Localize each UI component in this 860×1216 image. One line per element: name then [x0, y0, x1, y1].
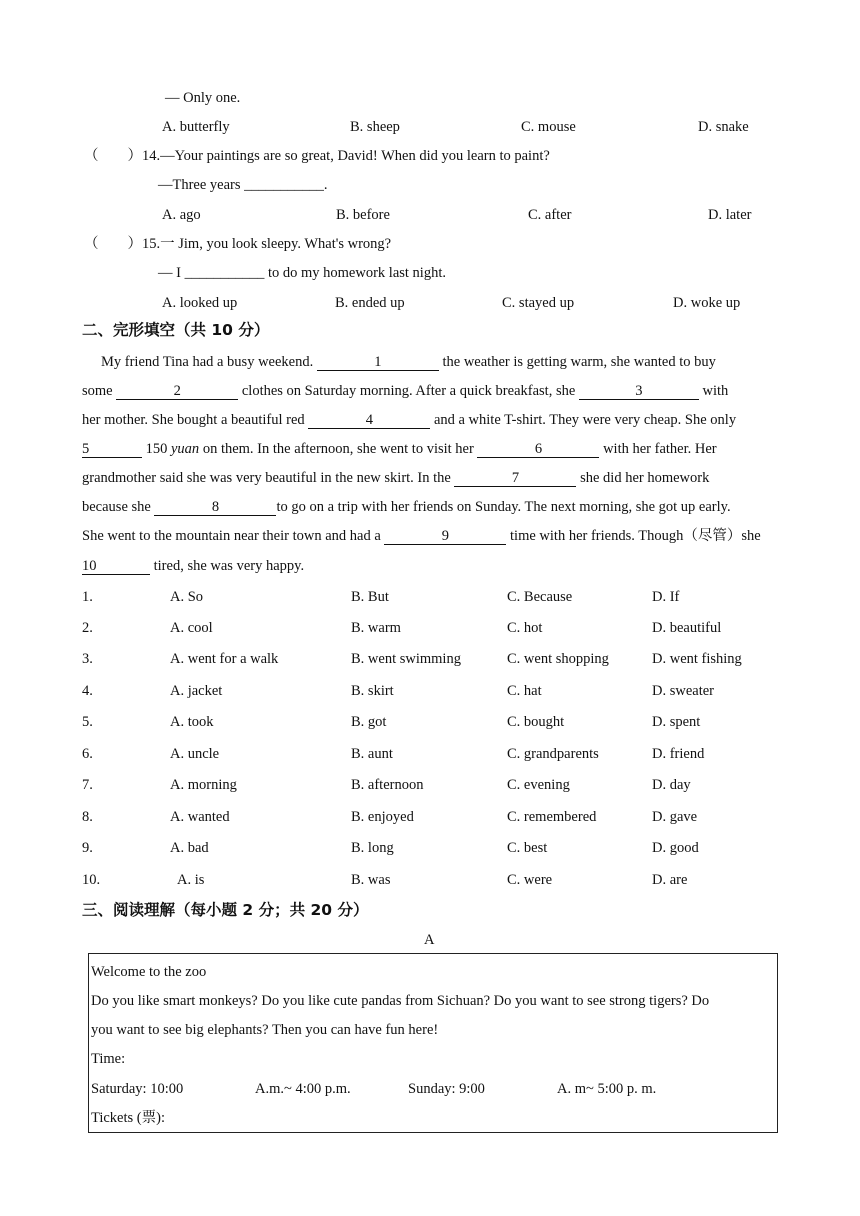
- cloze-text: her mother. She bought a beautiful red: [82, 412, 309, 428]
- section2-title: 二、完形填空（共 10 分）: [82, 321, 270, 339]
- cloze-row-number: 10.: [82, 872, 101, 888]
- q14-answer-blank[interactable]: ___________: [244, 177, 324, 193]
- cloze-line-3: [82, 411, 736, 429]
- q15-option-d: D. woke up: [673, 295, 741, 311]
- cloze-row-number: 8.: [82, 809, 93, 825]
- cloze-text: because she: [82, 499, 155, 515]
- cloze-option-d: D. beautiful: [652, 620, 722, 636]
- cloze-blank-6[interactable]: 6: [477, 442, 599, 458]
- cloze-option-a: A. So: [170, 589, 204, 605]
- notice-line: you want to see big elephants? Then you can have fun here!: [91, 1022, 439, 1038]
- cloze-option-d: D. good: [652, 840, 699, 856]
- cloze-option-c: C. evening: [507, 777, 570, 793]
- cloze-option-a: A. jacket: [170, 683, 223, 699]
- cloze-option-c: C. bought: [507, 714, 565, 730]
- q13-option-d: D. snake: [698, 119, 749, 135]
- cloze-text: My friend Tina had a busy weekend.: [101, 354, 317, 370]
- q14-prefix: （ ）14.: [84, 148, 161, 164]
- cloze-option-a: A. wanted: [170, 809, 230, 825]
- notice-saturday-end: A.m.~ 4:00 p.m.: [255, 1081, 351, 1097]
- cloze-option-c: C. hot: [507, 620, 543, 636]
- notice-title: Welcome to the zoo: [91, 964, 207, 980]
- cloze-option-a: A. morning: [170, 777, 237, 793]
- cloze-text: with: [698, 383, 729, 399]
- q14-question-line: [84, 147, 550, 165]
- q14-answer-text: —Three years: [158, 177, 245, 193]
- cloze-text: to go on a trip with her friends on Sunday. The next morning, she got up early.: [276, 499, 731, 515]
- q14-option-d: D. later: [708, 207, 752, 223]
- cloze-option-b: B. went swimming: [351, 651, 461, 667]
- cloze-line-7: [82, 527, 761, 545]
- cloze-option-a: A. uncle: [170, 746, 220, 762]
- cloze-option-a: A. took: [170, 714, 214, 730]
- cloze-option-a: A. is: [177, 872, 205, 888]
- notice-sunday-end: A. m~ 5:00 p. m.: [557, 1081, 657, 1097]
- cloze-line-8: [82, 557, 304, 575]
- cloze-text: and a white T-shirt. They were very cheap. She only: [430, 412, 737, 428]
- cloze-text: 150: [142, 441, 171, 457]
- q15-option-c: C. stayed up: [502, 295, 575, 311]
- cloze-row-number: 5.: [82, 714, 93, 730]
- cloze-blank-3[interactable]: 3: [579, 384, 699, 400]
- cloze-row-number: 4.: [82, 683, 93, 699]
- cloze-line-4: [82, 440, 717, 458]
- cloze-option-c: C. Because: [507, 589, 573, 605]
- cloze-option-d: D. are: [652, 872, 688, 888]
- cloze-option-b: B. skirt: [351, 683, 394, 699]
- notice-line: Do you like smart monkeys? Do you like cute pandas from Sichuan? Do you want to see strong tigers? Do: [91, 993, 710, 1009]
- cloze-row-number: 9.: [82, 840, 93, 856]
- cloze-text: She went to the mountain near their town and had a: [82, 528, 385, 544]
- cloze-text: with her father. Her: [599, 441, 717, 457]
- cloze-line-6: [82, 498, 731, 516]
- cloze-blank-7[interactable]: 7: [454, 471, 576, 487]
- cloze-line-5: [82, 469, 709, 487]
- cloze-option-c: C. remembered: [507, 809, 597, 825]
- cloze-text: the weather is getting warm, she wanted to buy: [438, 354, 716, 370]
- cloze-blank-9[interactable]: 9: [384, 529, 506, 545]
- cloze-text: time with her friends. Though（尽管）she: [506, 528, 761, 544]
- notice-tickets-label: Tickets (票):: [91, 1110, 165, 1126]
- q14-option-a: A. ago: [162, 207, 201, 223]
- cloze-option-d: D. friend: [652, 746, 705, 762]
- cloze-option-b: B. afternoon: [351, 777, 424, 793]
- q15-question-line: [84, 235, 391, 253]
- q15-prefix: （ ）15.: [84, 236, 161, 252]
- cloze-row-number: 7.: [82, 777, 93, 793]
- cloze-row-number: 1.: [82, 589, 93, 605]
- cloze-option-b: B. But: [351, 589, 389, 605]
- q15-question: 一 Jim, you look sleepy. What's wrong?: [160, 236, 392, 252]
- cloze-option-c: C. best: [507, 840, 548, 856]
- notice-time-label: Time:: [91, 1051, 126, 1067]
- cloze-option-d: D. gave: [652, 809, 698, 825]
- notice-saturday-start: Saturday: 10:00: [91, 1081, 184, 1097]
- cloze-row-number: 2.: [82, 620, 93, 636]
- q13-option-b: B. sheep: [350, 119, 400, 135]
- zoo-notice-box: [88, 953, 778, 1133]
- q15-option-a: A. looked up: [162, 295, 238, 311]
- cloze-row-number: 3.: [82, 651, 93, 667]
- cloze-option-c: C. were: [507, 872, 553, 888]
- q13-option-a: A. butterfly: [162, 119, 230, 135]
- cloze-text: grandmother said she was very beautiful in the new skirt. In the: [82, 470, 455, 486]
- cloze-option-a: A. cool: [170, 620, 213, 636]
- cloze-option-b: B. enjoyed: [351, 809, 414, 825]
- cloze-option-a: A. bad: [170, 840, 209, 856]
- cloze-option-b: B. long: [351, 840, 394, 856]
- cloze-blank-5[interactable]: 5: [82, 442, 142, 458]
- q15-answer-blank[interactable]: ___________: [184, 265, 265, 281]
- cloze-option-b: B. was: [351, 872, 391, 888]
- cloze-option-d: D. If: [652, 589, 680, 605]
- cloze-option-d: D. sweater: [652, 683, 715, 699]
- q14-question: —Your paintings are so great, David! When did you learn to paint?: [160, 148, 550, 164]
- section3-title: 三、阅读理解（每小题 2 分；共 20 分）: [82, 901, 369, 919]
- cloze-option-d: D. day: [652, 777, 691, 793]
- cloze-text: some: [82, 383, 117, 399]
- cloze-option-a: A. went for a walk: [170, 651, 279, 667]
- cloze-line-2: [82, 382, 728, 400]
- q14-option-c: C. after: [528, 207, 572, 223]
- q15-answer-text: — I: [158, 265, 185, 281]
- q15-answer-line: [158, 264, 446, 282]
- q14-answer-end: .: [323, 177, 328, 193]
- cloze-text: she did her homework: [576, 470, 710, 486]
- cloze-blank-4[interactable]: 4: [308, 413, 430, 429]
- cloze-option-c: C. grandparents: [507, 746, 599, 762]
- q13-answer-line: — Only one.: [165, 90, 241, 106]
- cloze-blank-10[interactable]: 10: [82, 559, 150, 575]
- cloze-option-b: B. aunt: [351, 746, 393, 762]
- cloze-option-b: B. got: [351, 714, 387, 730]
- cloze-option-c: C. went shopping: [507, 651, 609, 667]
- cloze-text: clothes on Saturday morning. After a quick breakfast, she: [238, 383, 579, 399]
- notice-sunday-start: Sunday: 9:00: [408, 1081, 485, 1097]
- cloze-text-yuan: yuan: [171, 441, 200, 457]
- q14-answer-line: [158, 176, 328, 194]
- cloze-blank-1[interactable]: 1: [317, 355, 439, 371]
- cloze-row-number: 6.: [82, 746, 93, 762]
- cloze-blank-2[interactable]: 2: [116, 384, 238, 400]
- q13-option-c: C. mouse: [521, 119, 576, 135]
- cloze-blank-8[interactable]: 8: [154, 500, 276, 516]
- passage-label: A: [424, 932, 435, 948]
- cloze-text: on them. In the afternoon, she went to visit her: [199, 441, 478, 457]
- cloze-option-b: B. warm: [351, 620, 401, 636]
- cloze-option-d: D. spent: [652, 714, 701, 730]
- q14-option-b: B. before: [336, 207, 390, 223]
- cloze-option-d: D. went fishing: [652, 651, 742, 667]
- q15-option-b: B. ended up: [335, 295, 405, 311]
- cloze-line-1: [101, 353, 716, 371]
- q15-answer-end: to do my homework last night.: [264, 265, 446, 281]
- cloze-option-c: C. hat: [507, 683, 542, 699]
- cloze-text: tired, she was very happy.: [150, 558, 305, 574]
